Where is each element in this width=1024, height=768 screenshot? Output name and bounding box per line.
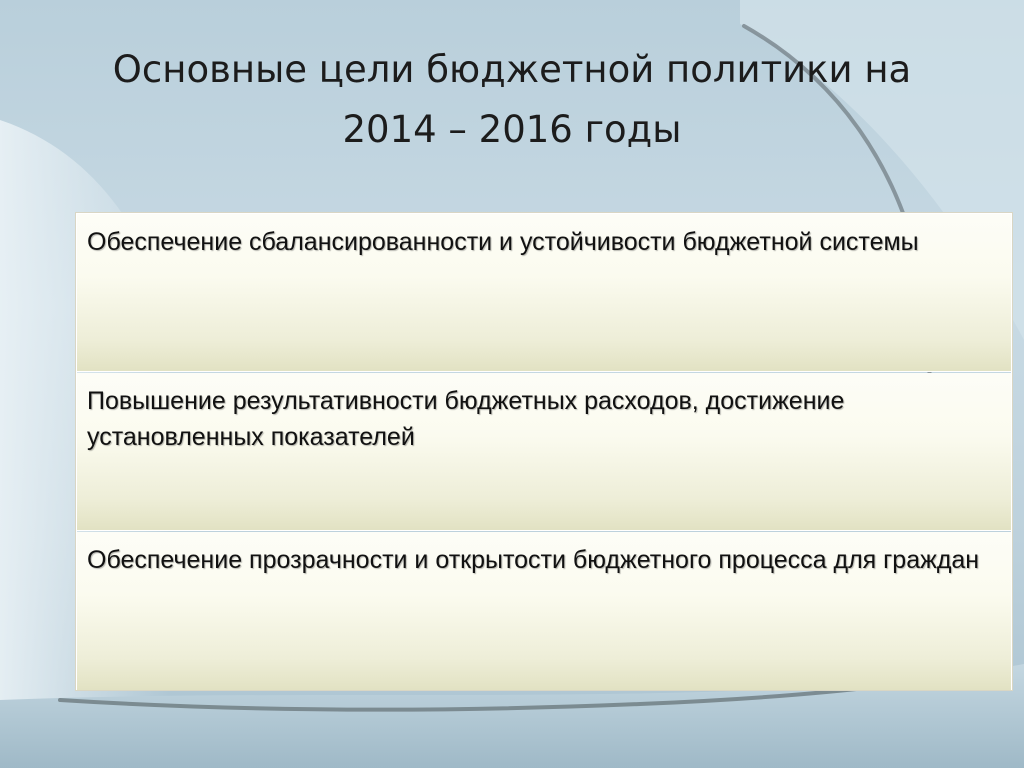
goal-row-3 (77, 532, 1011, 690)
goal-text-2: Повышение результативности бюджетных расходов, достижение установленных показателей (87, 387, 845, 451)
goals-table (76, 213, 1012, 690)
slide-title (40, 40, 984, 160)
slide-title-line-2: 2014 – 2016 годы (342, 108, 682, 151)
goal-text-1: Обеспечение сбалансированности и устойчивости бюджетной системы (87, 228, 919, 256)
slide-title-line-1: Основные цели бюджетной политики на (112, 48, 912, 91)
goal-row-1 (77, 214, 1011, 372)
goal-text-3: Обеспечение прозрачности и открытости бюджетного процесса для граждан (87, 546, 980, 574)
goal-row-2 (77, 373, 1011, 531)
